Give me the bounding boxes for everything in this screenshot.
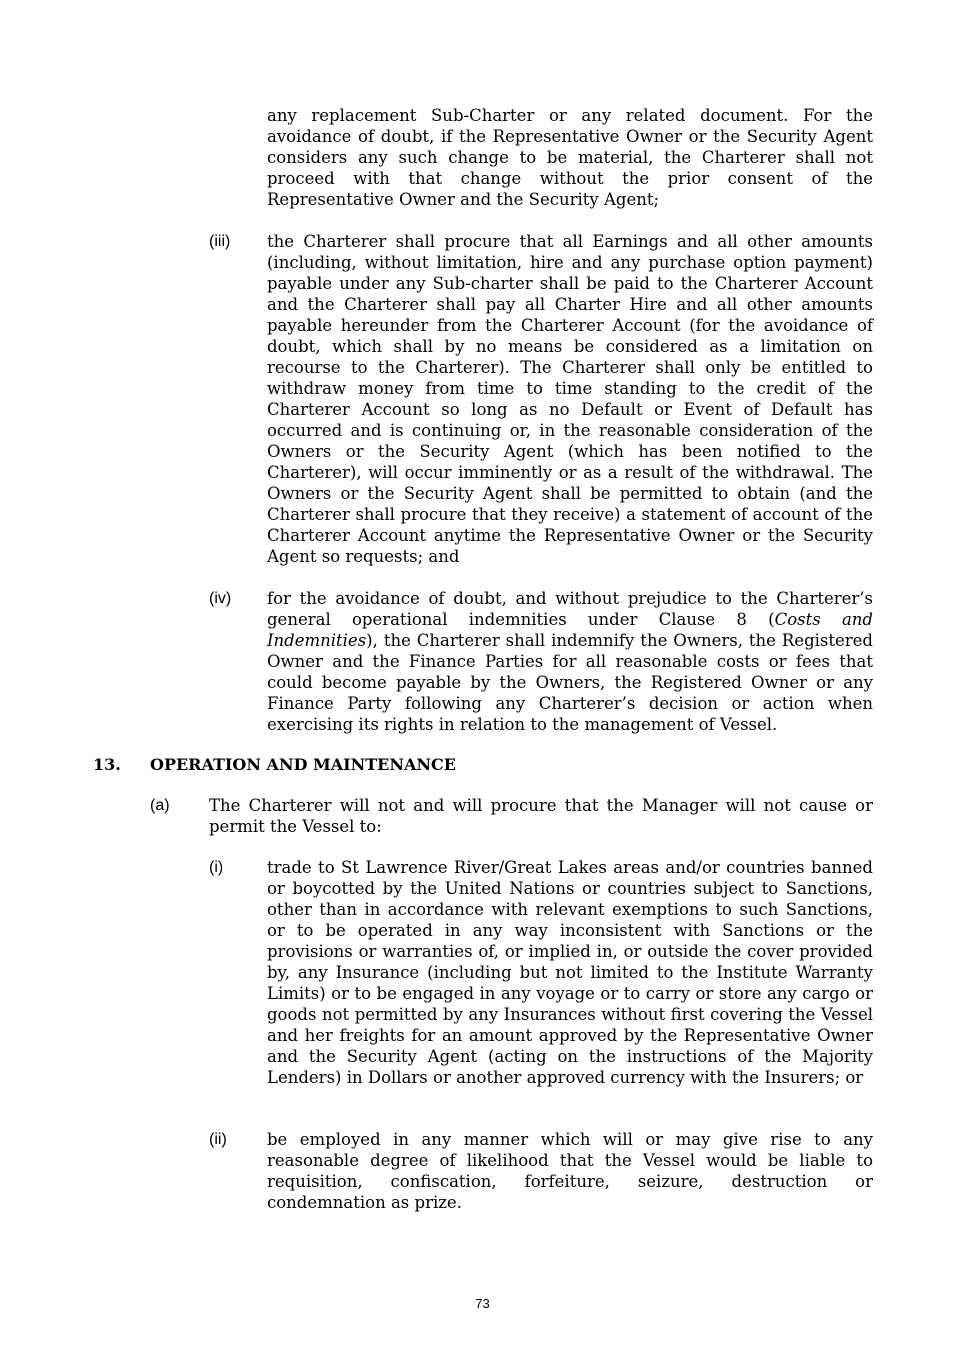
item-label-iv: (iv) (209, 590, 232, 607)
clause-title: OPERATION AND MAINTENANCE (150, 755, 456, 774)
clause-number: 13. (93, 755, 121, 774)
page-number: 73 (475, 1296, 490, 1311)
continuation-paragraph: any replacement Sub-Charter or any related document. For the avoidance of doubt, if the Representative Owner or the Security Agent considers any such change to be material, the Charterer shall not proceed with that change without the prior consent of the Representative Owner and the Security Agent; (267, 106, 873, 209)
sub-clause-text-a: The Charterer will not and will procure that the Manager will not cause or permit the Vessel to: (209, 796, 873, 836)
item-text-ii: be employed in any manner which will or may give rise to any reasonable degree of likelihood that the Vessel would be liable to requisition, confiscation, forfeiture, seizure, destruction or condemnation as prize. (267, 1130, 873, 1212)
clause-reference-italic: Costs and Indemnities (267, 610, 873, 650)
item-text-iv (267, 588, 873, 735)
item-label-i: (i) (209, 859, 224, 876)
item-text-iv-part1: for the avoidance of doubt, and without prejudice to the Charterer’s general operational indemnities under Clause 8 ( (267, 589, 873, 629)
item-text-iv-part2: ), the Charterer shall indemnify the Owners, the Registered Owner and the Finance Parties for all reasonable costs or fees that could become payable by the Owners, the Registered Owner or any Finance Party following any Charterer’s decision or action when exercising its rights in relation to the management of Vessel. (267, 631, 873, 734)
item-label-ii: (ii) (209, 1131, 227, 1148)
item-label-iii: (iii) (209, 233, 231, 250)
item-text-i: trade to St Lawrence River/Great Lakes areas and/or countries banned or boycotted by the United Nations or countries subject to Sanctions, other than in accordance with relevant exemptions to such Sanctions, or to be operated in any way inconsistent with Sanctions or the provisions or warranties of, or implied in, or outside the cover provided by, any Insurance (including but not limited to the Institute Warranty Limits) or to be engaged in any voyage or to carry or store any cargo or goods not permitted by any Insurances without first covering the Vessel and her freights for an amount approved by the Representative Owner and the Security Agent (acting on the instructions of the Majority Lenders) in Dollars or another approved currency with the Insurers; or (267, 858, 873, 1087)
sub-clause-label-a: (a) (150, 797, 170, 814)
item-text-iii: the Charterer shall procure that all Earnings and all other amounts (including, without limitation, hire and any purchase option payment) payable under any Sub-charter shall be paid to the Charterer Account and the Charterer shall pay all Charter Hire and all other amounts payable hereunder from the Charterer Account (for the avoidance of doubt, which shall by no means be considered as a limitation on recourse to the Charterer). The Charterer shall only be entitled to withdraw money from time to time standing to the credit of the Charterer Account so long as no Default or Event of Default has occurred and is continuing or, in the reasonable consideration of the Owners or the Security Agent (which has been notified to the Charterer), will occur imminently or as a result of the withdrawal. The Owners or the Security Agent shall be permitted to obtain (and the Charterer shall procure that they receive) a statement of account of the Charterer Account anytime the Representative Owner or the Security Agent so requests; and (267, 232, 873, 566)
